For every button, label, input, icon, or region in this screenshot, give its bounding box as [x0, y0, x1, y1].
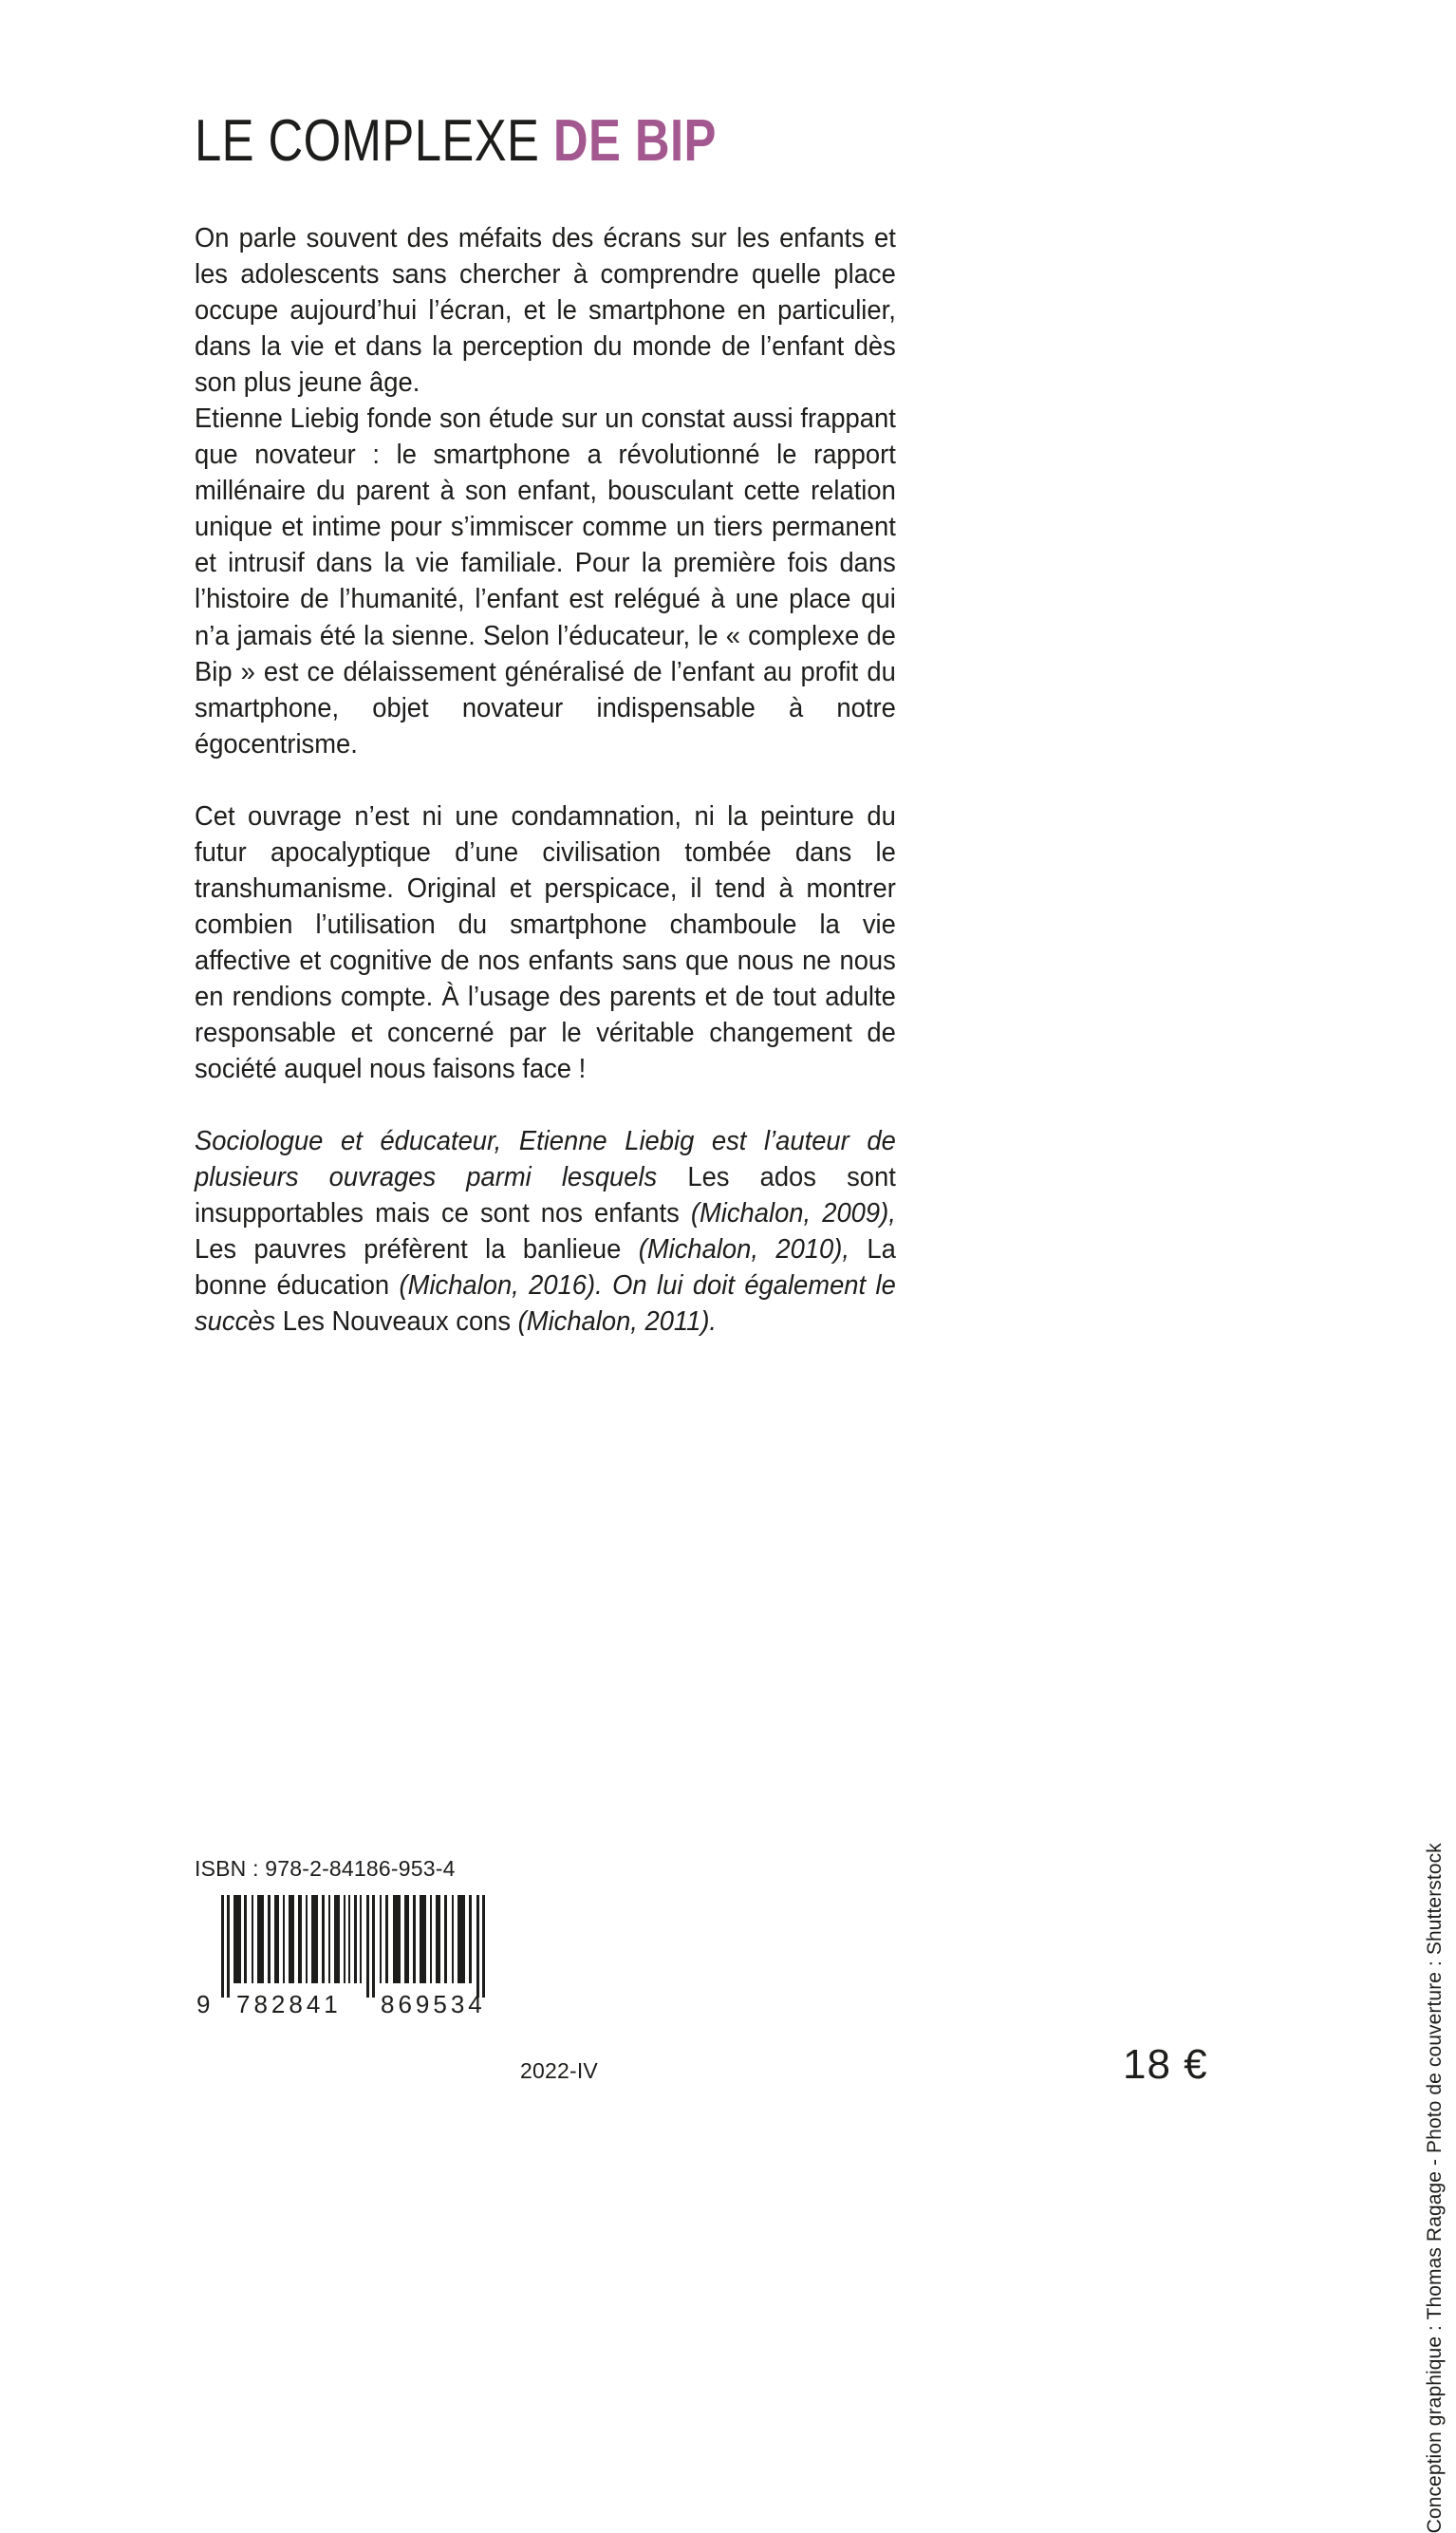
price-label: 18 €: [1123, 2041, 1208, 2088]
barcode: [195, 1895, 508, 2017]
bio-book-title-1: Les ados sont insupportables mais ce sont nos enfants: [195, 1162, 896, 1229]
barcode-digits-right: 869534: [381, 1990, 486, 2017]
page-title: [195, 108, 771, 174]
bio-reference-4: (Michalon, 2011).: [517, 1306, 718, 1338]
isbn-block: [195, 1856, 593, 2017]
blurb-paragraph-1: On parle souvent des méfaits des écrans sur les enfants et les adolescents sans chercher à comprendre quelle place occupe aujourd’hui l’écran, et le smartphone en particulier, dans la vie et dans la perception du monde de l’enfant dès son plus jeune âge.: [195, 223, 896, 399]
bio-book-title-4: Les Nouveaux cons: [275, 1306, 518, 1338]
bio-book-title-3: La bonne éducation: [195, 1234, 896, 1302]
bio-lead-italic: Sociologue et éducateur, Etienne Liebig est l’auteur de plusieurs ouvrages parmi lesquels: [195, 1126, 896, 1193]
cover-credit-text: Conception graphique : Thomas Ragage - Photo de couverture : Shutterstock: [1424, 1843, 1446, 2533]
bio-reference-1: (Michalon, 2009),: [690, 1198, 896, 1229]
bio-book-title-2: Les pauvres préfèrent la banlieue: [195, 1234, 639, 1266]
title-main-text: LE COMPLEXE: [195, 108, 553, 174]
title-accent-text: DE BIP: [552, 108, 717, 174]
content-column: [195, 108, 897, 1340]
barcode-glyph: [195, 1895, 508, 2017]
bio-reference-3: (Michalon, 2016). On lui doit également le succès: [195, 1270, 896, 1338]
blurb-paragraph-3: Cet ouvrage n’est ni une condamnation, ni la peinture du futur apocalyptique d’une civilisation tombée dans le transhumanisme. Original et perspicace, il tend à montrer combien l’utilisation du smartphone chamboule la vie affective et cognitive de nos enfants sans que nous ne nous en rendions compte. À l’usage des parents et de tout adulte responsable et concerné par le véritable changement de société auquel nous faisons face !: [195, 800, 896, 1085]
blurb-paragraph-2: Etienne Liebig fonde son étude sur un constat aussi frappant que novateur : le smartphone a révolutionné le rapport millénaire du parent à son enfant, bousculant cette relation unique et intime pour s’immiscer comme un tiers permanent et intrusif dans la vie familiale. Pour la première fois dans l’histoire de l’humanité, l’enfant est relégué à une place qui n’a jamais été la sienne. Selon l’éducateur, le « complexe de Bip » est ce délaissement généralisé de l’enfant au profit du smartphone, objet novateur indispensable à notre égocentrisme.: [195, 403, 896, 760]
barcode-digit-left: 9: [196, 1990, 211, 2017]
isbn-label: ISBN : 978-2-84186-953-4: [195, 1856, 456, 1881]
author-bio-paragraph: [195, 1123, 896, 1340]
edition-code: 2022-IV: [520, 2058, 598, 2083]
barcode-digits-mid: 782841: [236, 1990, 342, 2017]
bio-reference-2: (Michalon, 2010),: [638, 1234, 849, 1266]
